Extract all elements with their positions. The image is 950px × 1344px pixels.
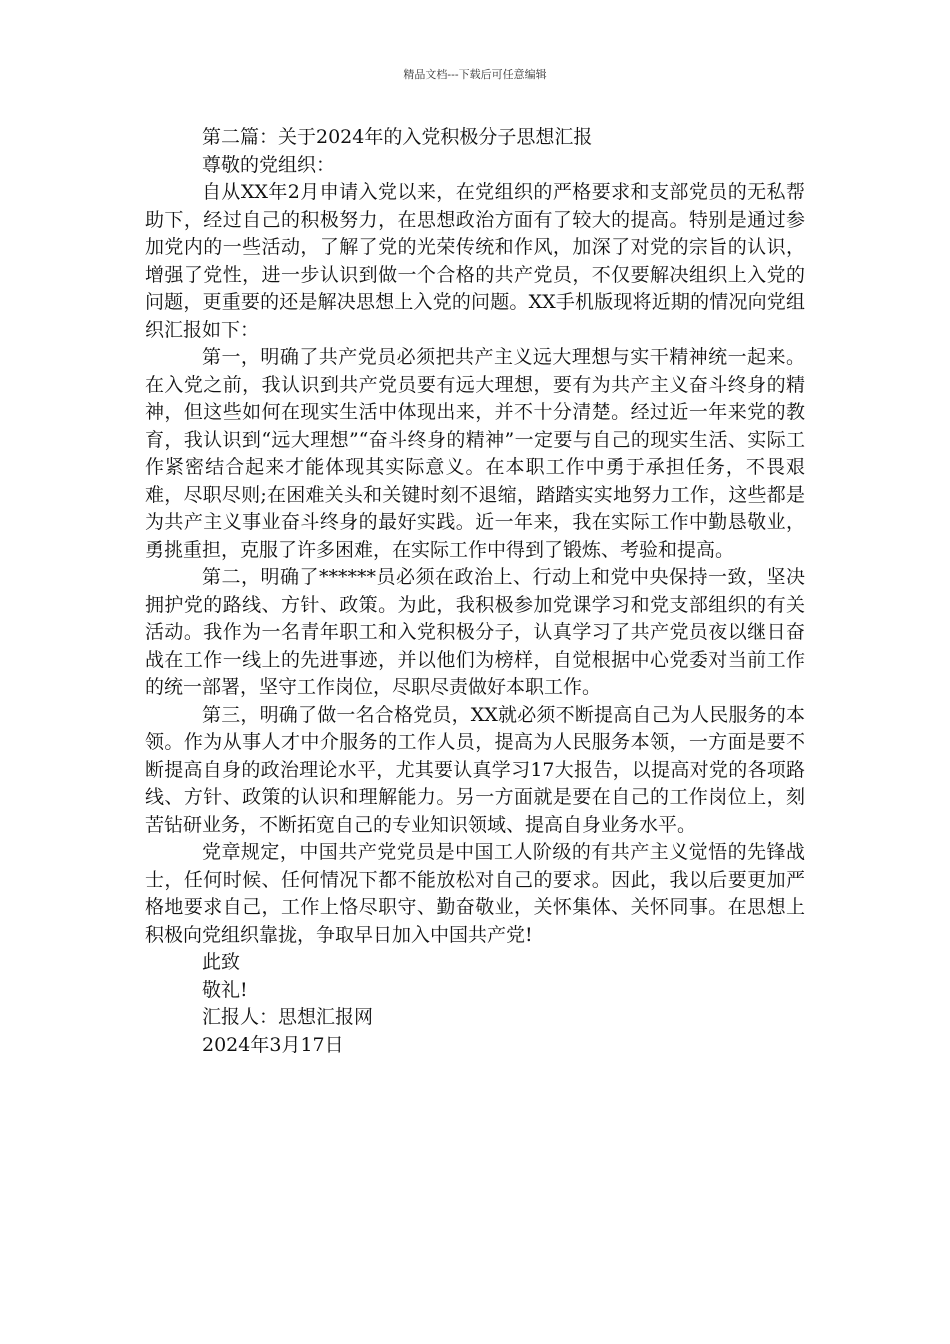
- paragraph-first-point: 第一，明确了共产党员必须把共产主义远大理想与实干精神统一起来。在入党之前，我认识到共产党员要有远大理想，要有为共产主义奋斗终身的精神，但这些如何在现实生活中体现出来，并不十分清楚。经过近一年来党的教育，我认识到“远大理想”“奋斗终身的精神”一定要与自己的现实生活、实际工作紧密结合起来才能体现其实际意义。在本职工作中勇于承担任务，不畏艰难，尽职尽则;在困难关头和关键时刻不退缩，踏踏实实地努力工作，这些都是为共产主义事业奋斗终身的最好实践。近一年来，我在实际工作中勤恳敬业，勇挑重担，克服了许多困难，在实际工作中得到了锻炼、考验和提高。: [145, 346, 805, 561]
- paragraph-third-point: 第三，明确了做一名合格党员，XX就必须不断提高自己为人民服务的本领。作为从事人才中介服务的工作人员，提高为人民服务本领，一方面是要不断提高自身的政治理论水平，尤其要认真学习17大报告，以提高对党的各项路线、方针、政策的认识和理解能力。另一方面就是要在自己的工作岗位上，刻苦钻研业务，不断拓宽自己的专业知识领域、提高自身业务水平。: [145, 703, 805, 836]
- paragraph-conclusion: 党章规定，中国共产党党员是中国工人阶级的有共产主义觉悟的先锋战士，任何时候、任何情况下都不能放松对自己的要求。因此，我以后要更加严格地要求自己，工作上恪尽职守、勤奋敬业，关怀集体、关怀同事。在思想上积极向党组织靠拢，争取早日加入中国共产党!: [145, 841, 805, 946]
- paragraph-intro: 自从XX年2月申请入党以来，在党组织的严格要求和支部党员的无私帮助下，经过自己的积极努力，在思想政治方面有了较大的提高。特别是通过参加党内的一些活动，了解了党的光荣传统和作风，加深了对党的宗旨的认识，增强了党性，进一步认识到做一个合格的共产党员，不仅要解决组织上入党的问题，更重要的还是解决思想上入党的问题。XX手机版现将近期的情况向党组织汇报如下：: [145, 181, 805, 341]
- closing-jing-li: 敬礼!: [202, 978, 248, 1001]
- signature: 汇报人：思想汇报网: [202, 1006, 374, 1028]
- document-title: 第二篇：关于2024年的入党积极分子思想汇报: [202, 126, 593, 148]
- page-header: 精品文档---下载后可任意编辑: [403, 68, 547, 81]
- paragraph-second-point: 第二，明确了******员必须在政治上、行动上和党中央保持一致，坚决拥护党的路线、方针、政策。为此，我积极参加党课学习和党支部组织的有关活动。我作为一名青年职工和入党积极分子，认真学习了共产党员夜以继日奋战在工作一线上的先进事迹，并以他们为榜样，自觉根据中心党委对当前工作的统一部署，坚守工作岗位，尽职尽责做好本职工作。: [145, 566, 805, 698]
- document-body: [145, 124, 805, 1059]
- closing-ci-zhi: 此致: [202, 951, 241, 973]
- report-date: 2024年3月17日: [202, 1033, 344, 1056]
- salutation: 尊敬的党组织：: [202, 153, 336, 176]
